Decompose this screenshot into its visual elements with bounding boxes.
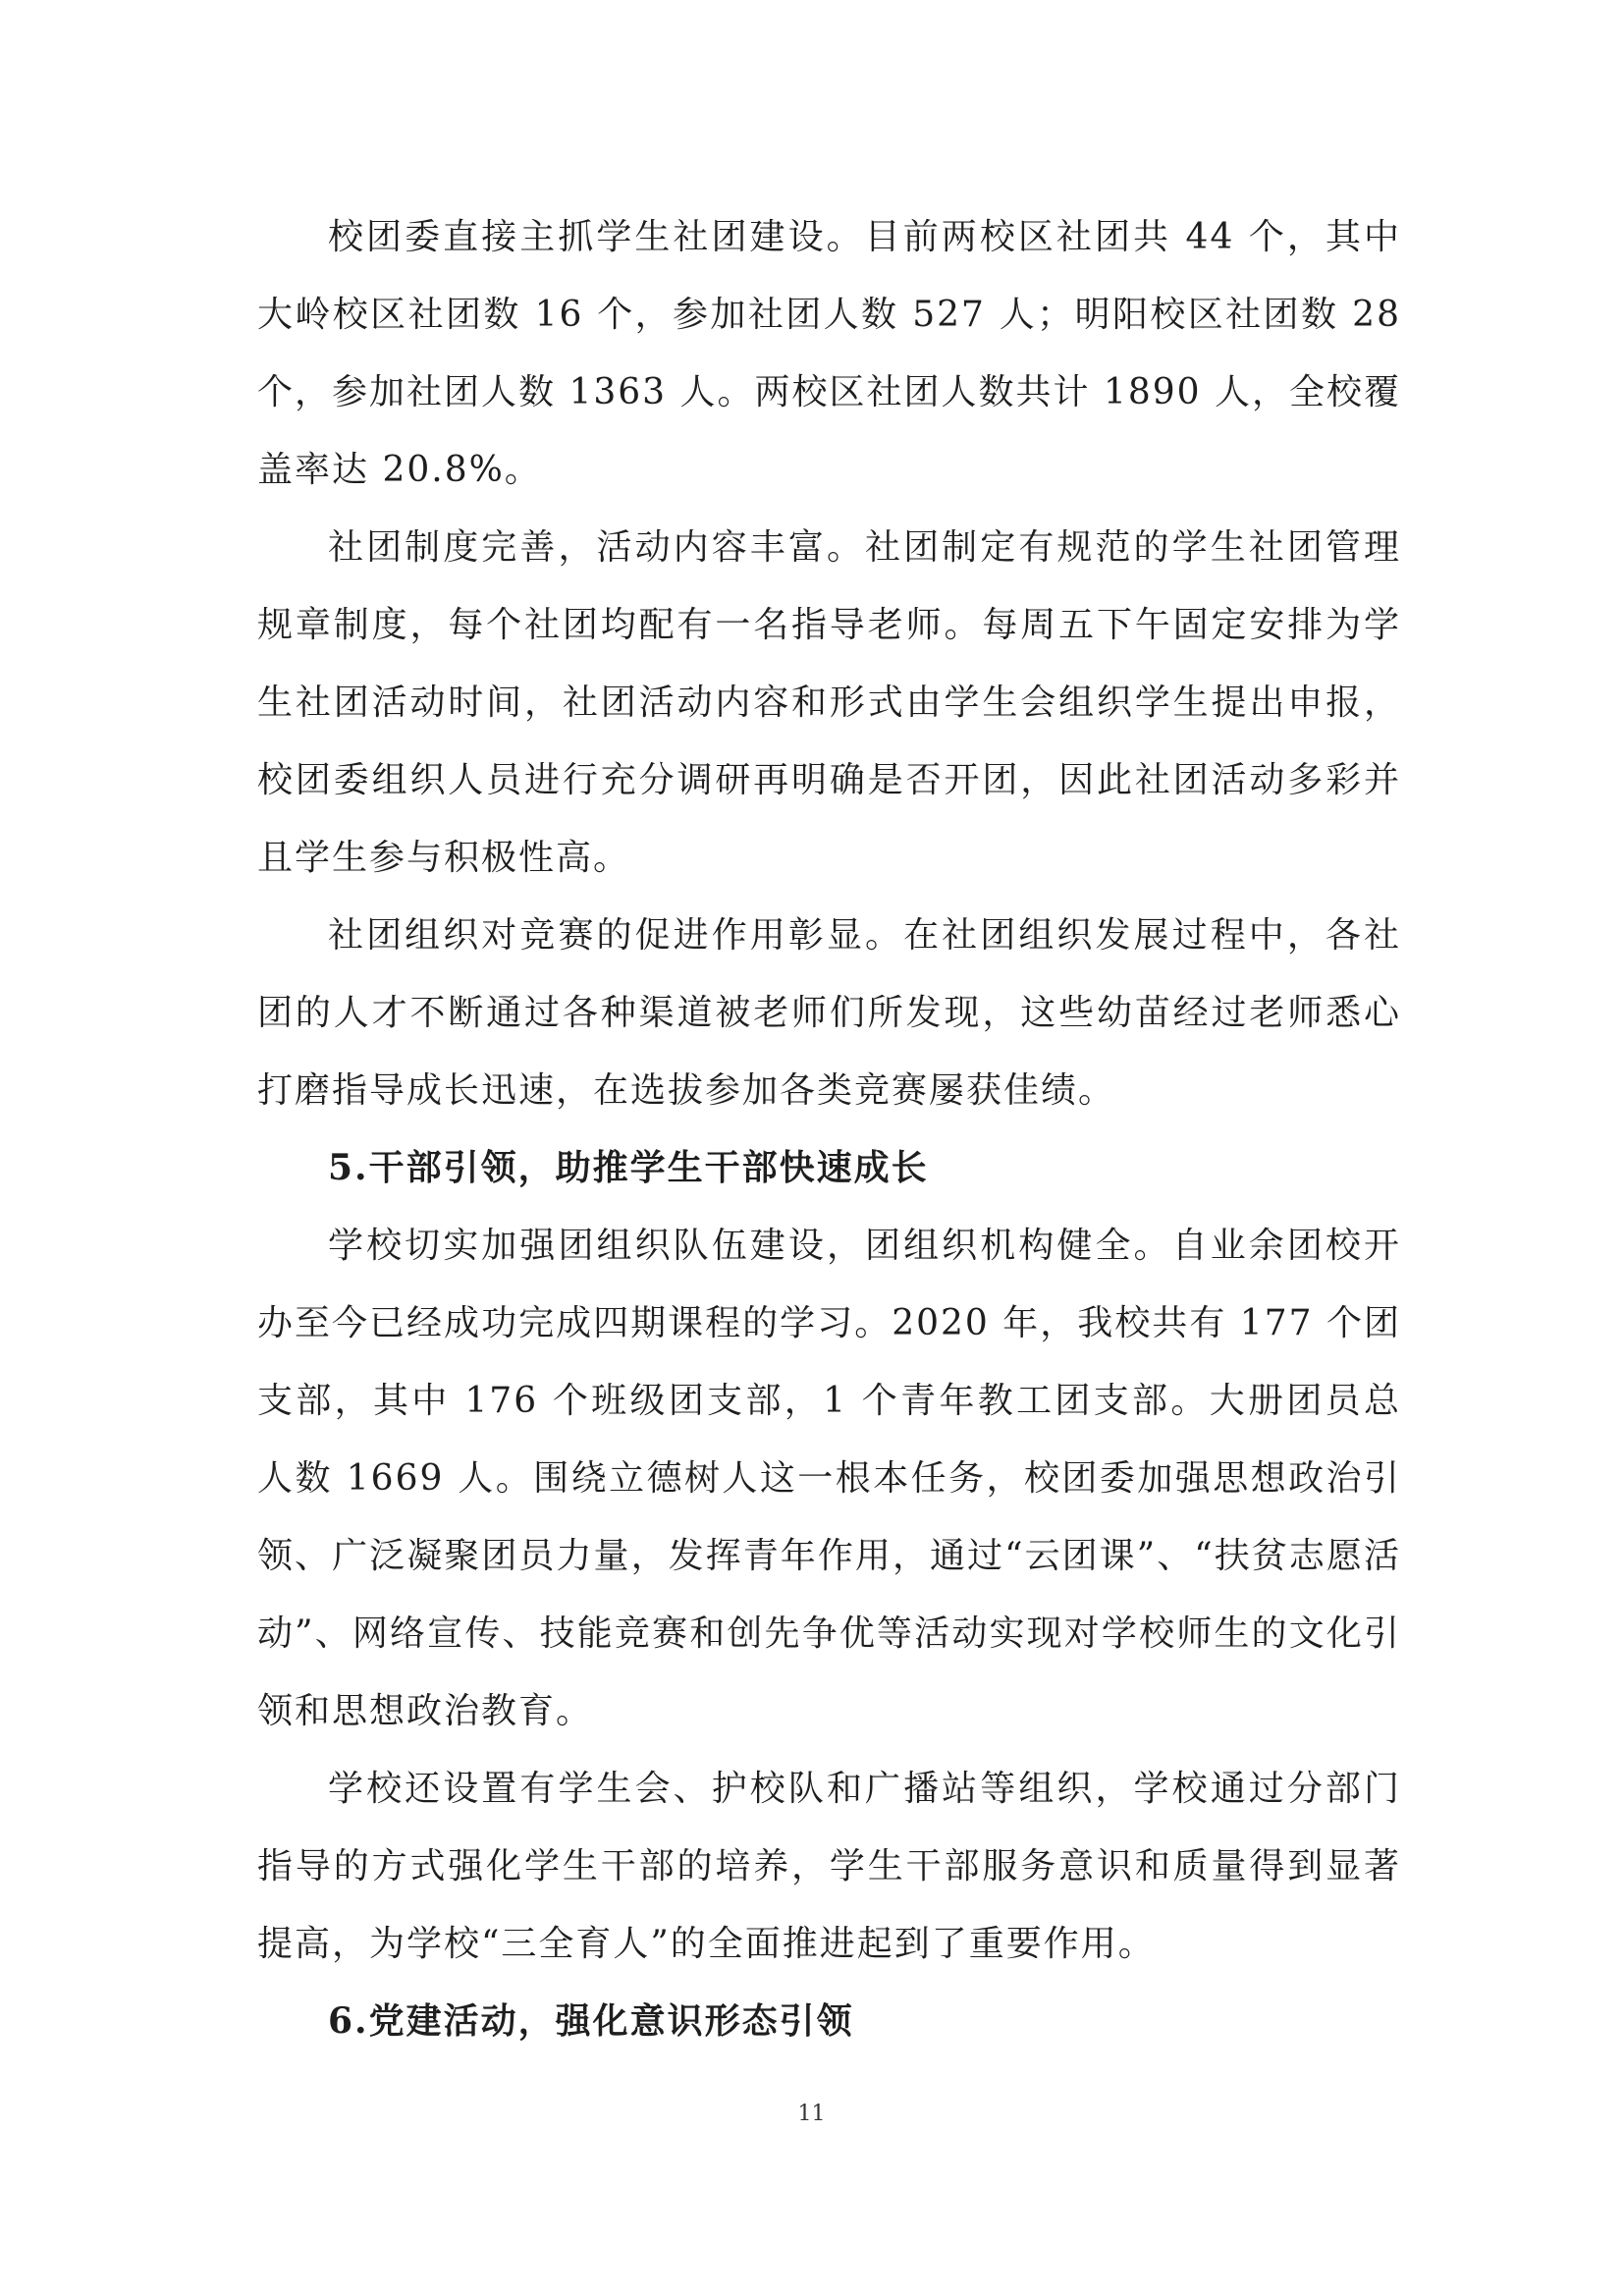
- paragraph-league-organization: 学校切实加强团组织队伍建设，团组织机构健全。自业余团校开办至今已经成功完成四期课程的学习。2020 年，我校共有 177 个团支部，其中 176 个班级团支部，1 个青年教工团支部。大册团员总人数 1669 人。围绕立德树人这一根本任务，校团委加强思想政治引领、广泛凝聚团员力量，发挥青年作用，通过“云团课”、“扶贫志愿活动”、网络宣传、技能竞赛和创先争优等活动实现对学校师生的文化引领和思想政治教育。: [257, 1226, 1401, 1731]
- paragraph-club-system: 社团制度完善，活动内容丰富。社团制定有规范的学生社团管理规章制度，每个社团均配有一名指导老师。每周五下午固定安排为学生社团活动时间，社团活动内容和形式由学生会组织学生提出申报，校团委组织人员进行充分调研再明确是否开团，因此社团活动多彩并且学生参与积极性高。: [257, 527, 1401, 878]
- paragraph-club-statistics: 校团委直接主抓学生社团建设。目前两校区社团共 44 个，其中大岭校区社团数 16 个，参加社团人数 527 人；明阳校区社团数 28 个，参加社团人数 1363 人。两校区社团人数共计 1890 人，全校覆盖率达 20.8%。: [257, 217, 1402, 490]
- paragraph-club-competition: 社团组织对竞赛的促进作用彰显。在社团组织发展过程中，各社团的人才不断通过各种渠道被老师们所发现，这些幼苗经过老师悉心打磨指导成长迅速，在选拔参加各类竞赛屡获佳绩。: [257, 915, 1401, 1111]
- section-heading-5: 5.干部引领，助推学生干部快速成长: [328, 1147, 929, 1188]
- paragraph-student-cadres: 学校还设置有学生会、护校队和广播站等组织，学校通过分部门指导的方式强化学生干部的培养，学生干部服务意识和质量得到显著提高，为学校“三全育人”的全面推进起到了重要作用。: [257, 1769, 1401, 1964]
- page-number: 11: [797, 2102, 826, 2126]
- section-heading-6: 6.党建活动，强化意识形态引领: [328, 2000, 854, 2042]
- page-content: [257, 198, 1401, 2060]
